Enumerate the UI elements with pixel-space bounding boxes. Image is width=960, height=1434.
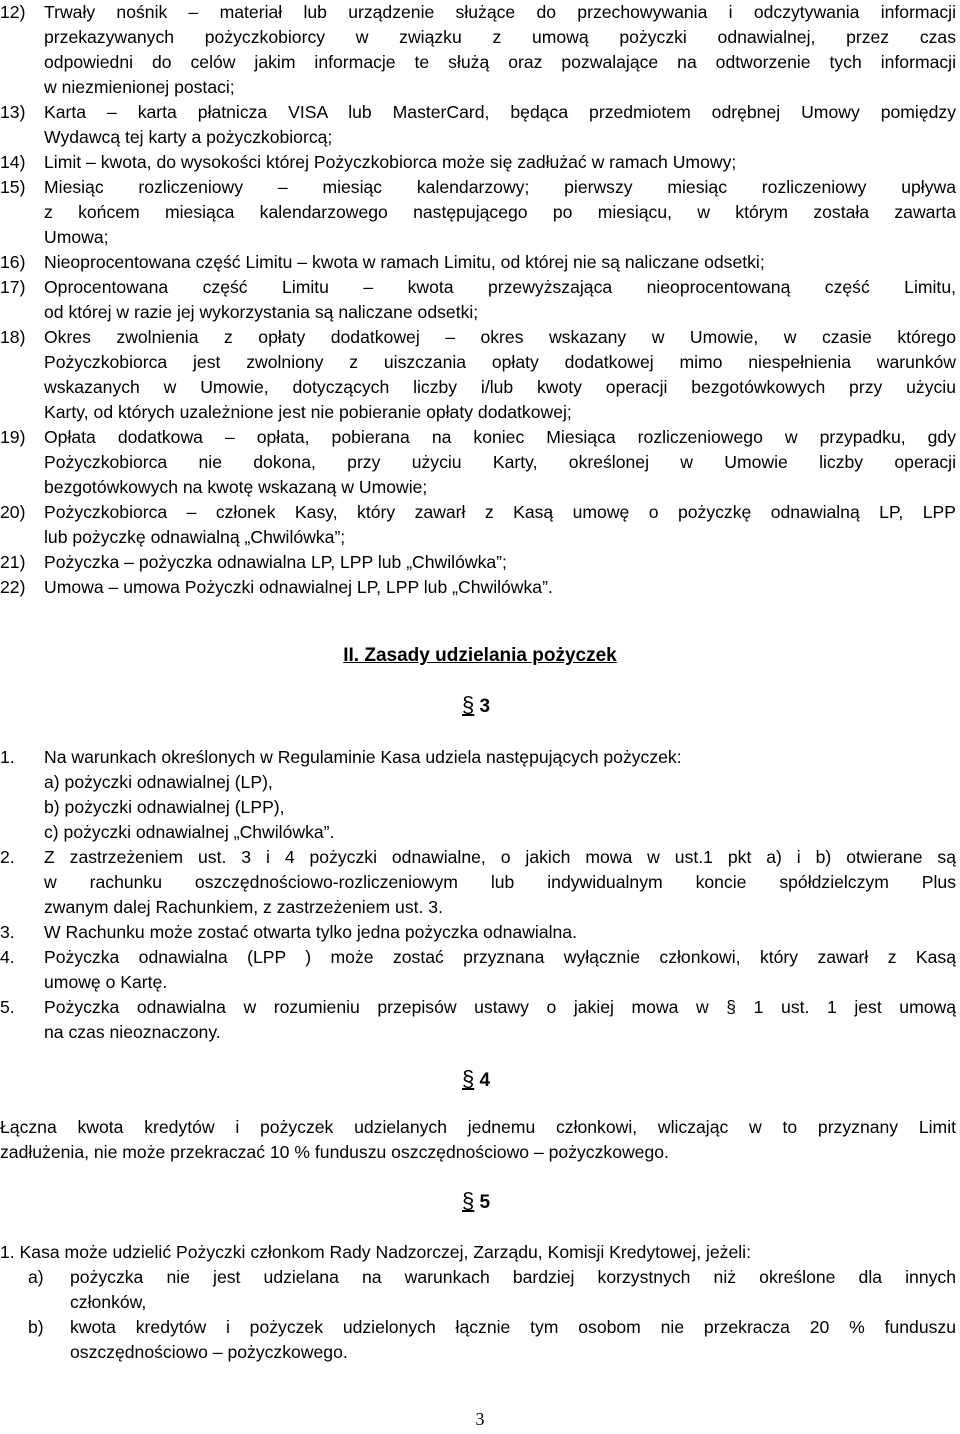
- definition-text-line: z końcem miesiąca kalendarzowego następującego po miesiącu, w którym została zawarta: [44, 202, 956, 222]
- definition-text-line: Karty, od których uzależnione jest nie pobieranie opłaty dodatkowej;: [44, 402, 572, 422]
- definition-text-line: Wydawcą tej karty a pożyczkobiorcą;: [44, 127, 333, 147]
- subitem-text: c) pożyczki odnawialnej „Chwilówka”.: [44, 822, 335, 842]
- item-text-line: Pożyczka odnawialna w rozumieniu przepisów ustawy o jakiej mowa w § 1 ust. 1 jest umową: [44, 997, 956, 1017]
- definition-number: 22): [0, 577, 26, 597]
- item-number: 5.: [0, 997, 15, 1017]
- paragraph-number: 3: [479, 696, 491, 717]
- paragraph-5-heading: [462, 1188, 490, 1216]
- item-text-line: w rachunku oszczędnościowo-rozliczeniowym lub indywidualnym koncie spółdzielczym Plus: [44, 872, 956, 892]
- item-number: 2.: [0, 847, 15, 867]
- definition-text-line: Opłata dodatkowa – opłata, pobierana na koniec Miesiąca rozliczeniowego w przypadku, gdy: [44, 427, 956, 447]
- item-number: 3.: [0, 922, 15, 942]
- item-text-line: Pożyczka odnawialna (LPP ) może zostać przyznana wyłącznie członkowi, który zawarł z Kasą: [44, 947, 956, 967]
- definition-text-line: przekazywanych pożyczkobiorcy w związku z umową pożyczki odnawialnej, przez czas: [44, 27, 956, 47]
- item-text-line: W Rachunku może zostać otwarta tylko jedna pożyczka odnawialna.: [44, 922, 577, 942]
- definition-text-line: Pożyczkobiorca nie dokona, przy użyciu Karty, określonej w Umowie liczby operacji: [44, 452, 956, 472]
- definition-text-line: w niezmienionej postaci;: [44, 77, 235, 97]
- definition-number: 16): [0, 252, 26, 272]
- definition-text-line: lub pożyczkę odnawialną „Chwilówka”;: [44, 527, 346, 547]
- item-number: 1.: [0, 747, 15, 767]
- item-text-line: pożyczka nie jest udzielana na warunkach bardziej korzystnych niż określone dla innych: [70, 1267, 956, 1287]
- definition-number: 12): [0, 2, 26, 22]
- paragraph-number: 5: [479, 1192, 491, 1213]
- section-heading: II. Zasady udzielania pożyczek: [343, 645, 617, 666]
- definition-text-line: Oprocentowana część Limitu – kwota przewyższająca nieoprocentowaną część Limitu,: [44, 277, 956, 297]
- definition-number: 13): [0, 102, 26, 122]
- definition-text-line: Pożyczkobiorca – członek Kasy, który zawarł z Kasą umowę o pożyczkę odnawialną LP, LPP: [44, 502, 956, 522]
- item-text-line: oszczędnościowo – pożyczkowego.: [70, 1342, 348, 1362]
- definition-text-line: odpowiedni do celów jakim informacje te służą oraz pozwalające na odtworzenie tych informacji: [44, 52, 956, 72]
- definition-text-line: wskazanych w Umowie, dotyczących liczby i/lub kwoty operacji bezgotówkowych przy użyciu: [44, 377, 956, 397]
- definition-text-line: Pożyczka – pożyczka odnawialna LP, LPP lub „Chwilówka”;: [44, 552, 507, 572]
- paragraph-4-heading: [462, 1066, 490, 1094]
- item-text-line: na czas nieoznaczony.: [44, 1022, 221, 1042]
- definition-text-line: Okres zwolnienia z opłaty dodatkowej – okres wskazany w Umowie, w czasie którego: [44, 327, 956, 347]
- item-text-line: umowę o Kartę.: [44, 972, 168, 992]
- definition-text-line: Umowa;: [44, 227, 109, 247]
- definition-number: 17): [0, 277, 26, 297]
- item-text-line: zwanym dalej Rachunkiem, z zastrzeżeniem ust. 3.: [44, 897, 443, 917]
- definition-number: 14): [0, 152, 26, 172]
- section-sign-icon: §: [462, 1066, 475, 1091]
- paragraph-text-line: zadłużenia, nie może przekraczać 10 % funduszu oszczędnościowo – pożyczkowego.: [0, 1142, 669, 1162]
- definition-text-line: bezgotówkowych na kwotę wskazaną w Umowie;: [44, 477, 428, 497]
- definition-number: 20): [0, 502, 26, 522]
- definition-text-line: od której w razie jej wykorzystania są naliczane odsetki;: [44, 302, 479, 322]
- item-text-line: kwota kredytów i pożyczek udzielonych łącznie tym osobom nie przekracza 20 % funduszu: [70, 1317, 956, 1337]
- definition-text-line: Miesiąc rozliczeniowy – miesiąc kalendarzowy; pierwszy miesiąc rozliczeniowy upływa: [44, 177, 956, 197]
- item-letter: b): [28, 1317, 44, 1337]
- subitem-text: a) pożyczki odnawialnej (LP),: [44, 772, 273, 792]
- definition-text-line: Pożyczkobiorca jest zwolniony z uiszczania opłaty dodatkowej mimo niespełnienia warunków: [44, 352, 956, 372]
- item-letter: a): [28, 1267, 44, 1287]
- section-sign-icon: §: [462, 692, 475, 717]
- definition-text-line: Limit – kwota, do wysokości której Pożyczkobiorca może się zadłużać w ramach Umowy;: [44, 152, 737, 172]
- definition-number: 18): [0, 327, 26, 347]
- paragraph-text-line: Łączna kwota kredytów i pożyczek udzielanych jednemu członkowi, wliczając w to przyznany Limit: [0, 1117, 956, 1137]
- definition-text-line: Umowa – umowa Pożyczki odnawialnej LP, LPP lub „Chwilówka”.: [44, 577, 553, 597]
- definition-number: 15): [0, 177, 26, 197]
- definition-text-line: Trwały nośnik – materiał lub urządzenie służące do przechowywania i odczytywania informacji: [44, 2, 956, 22]
- section-sign-icon: §: [462, 1188, 475, 1213]
- paragraph-3-heading: [462, 692, 490, 720]
- definition-text-line: Karta – karta płatnicza VISA lub MasterCard, będąca przedmiotem odrębnej Umowy pomiędzy: [44, 102, 956, 122]
- item-text-line: Na warunkach określonych w Regulaminie Kasa udziela następujących pożyczek:: [44, 747, 682, 767]
- definition-number: 21): [0, 552, 26, 572]
- definition-number: 19): [0, 427, 26, 447]
- item-number: 4.: [0, 947, 15, 967]
- subitem-text: b) pożyczki odnawialnej (LPP),: [44, 797, 285, 817]
- paragraph-intro: 1. Kasa może udzielić Pożyczki członkom Rady Nadzorczej, Zarządu, Komisji Kredytowej, jeżeli:: [0, 1242, 751, 1262]
- paragraph-number: 4: [479, 1070, 491, 1091]
- item-text-line: członków,: [70, 1292, 147, 1312]
- page-number: 3: [475, 1409, 485, 1429]
- item-text-line: Z zastrzeżeniem ust. 3 i 4 pożyczki odnawialne, o jakich mowa w ust.1 pkt a) i b) otwierane są: [44, 847, 956, 867]
- definition-text-line: Nieoprocentowana część Limitu – kwota w ramach Limitu, od której nie są naliczane odsetki;: [44, 252, 765, 272]
